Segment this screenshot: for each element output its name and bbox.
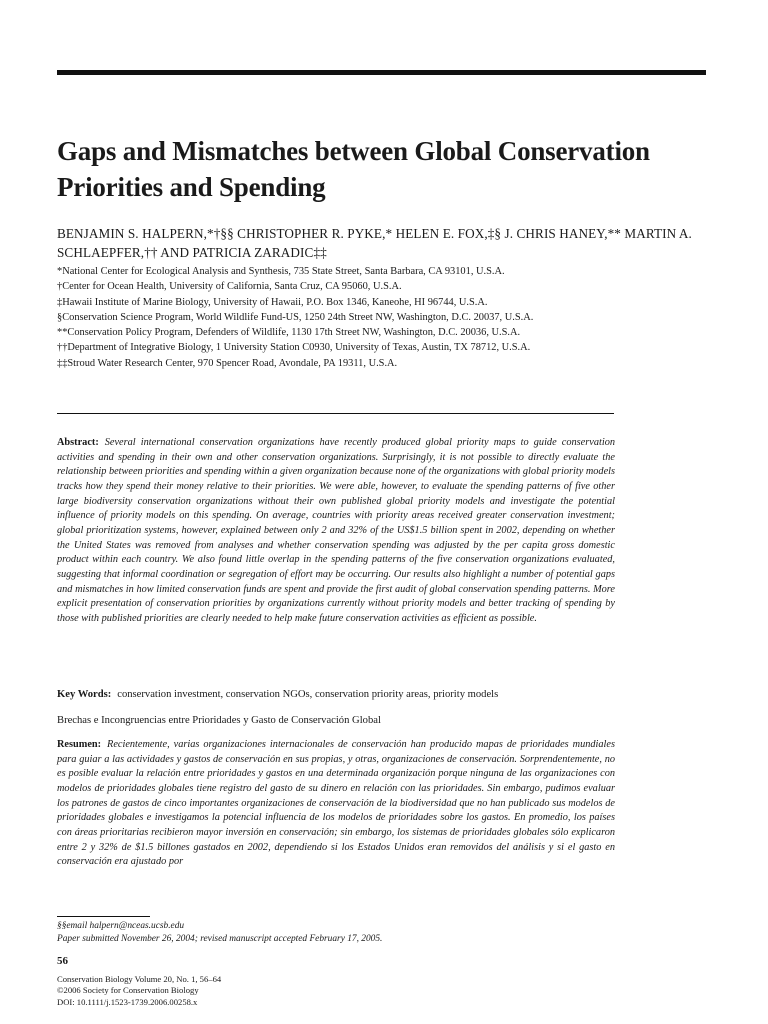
page-number: 56 — [57, 955, 68, 967]
resumen-label: Resumen: — [57, 739, 102, 750]
footnotes — [57, 920, 657, 946]
abstract-text: Several international conservation organizations have recently produced global priority maps to guide conservation activities and spending in their own and other conservation organizations. Surprisingly, it is not possible to directly evaluate the relationship between priorities and spending within a given organization because none of the organizations with global priority models tracks how they spend their money relative to their priorities. We were able, however, to evaluate the spending patterns of five other large biodiversity conservation organizations without their own published global priority models and investigate the potential influence of priority models on this spending. On average, countries with priority areas received greater conservation investment; global prioritization systems, however, explained between only 2 and 32% of the US$1.5 billion spent in 2002, depending on whether the United States was removed from analyses and whether conservation spending was adjusted by the per capita gross domestic product within each country. We also found little overlap in the spending patterns of the five conservation organizations evaluated, suggesting that informal coordination or segregation of effort may be occurring. Our results also highlight a number of potential gaps and mismatches in how limited conservation funds are spent and provide the first audit of global conservation spending patterns. More explicit presentation of conservation priorities by organizations currently without priority models and better tracking of spending by those with published priorities are clearly needed to help make future conservation activities as efficient as possible. — [57, 437, 616, 624]
abstract — [57, 436, 615, 627]
copyright: ©2006 Society for Conservation Biology — [57, 985, 199, 996]
paper-title: Gaps and Mismatches between Global Conservation Priorities and Spending — [57, 136, 650, 202]
affiliation: †Center for Ocean Health, University of California, Santa Cruz, CA 95060, U.S.A. — [57, 281, 402, 293]
resumen-text: Recientemente, varias organizaciones internacionales de conservación han producido mapas de prioridades mundiales para guiar a las actividades y gastos de conservación en sus propias, y otras, organizaciones de conservación. Sorprendentemente, no es posible evaluar la relación entre prioridades y gastos en una determinada organización porque ninguna de las organizaciones con modelos de prioridades globales tiene registro del gasto de su dinero en relación con las prioridades. Sin embargo, pudimos evaluar los patrones de gastos de cinco importantes organizaciones de conservación de la biodiversidad que no han publicado sus modelos de prioridades globales e investigamos la potencial influencia de los modelos de prioridades sobre los gastos. En promedio, los países con áreas prioritarias recibieron mayor inversión en conservación; sin embargo, los sistemas de prioridades globales sólo explicaron entre 2 y 32% de $1.5 billones gastados en 2002, dependiendo si los Estados Unidos eran removidos del análisis y si el gasto en conservación era ajustado por — [57, 739, 615, 868]
keywords-label: Key Words: — [57, 689, 112, 700]
author-list: BENJAMIN S. HALPERN,*†§§ CHRISTOPHER R. PYKE,* HELEN E. FOX,‡§ J. CHRIS HANEY,** MARTIN A. SCHLAEPFER,†† AND PATRICIA ZARADIC‡‡ — [57, 226, 692, 260]
abstract-label: Abstract: — [57, 437, 99, 448]
email-footnote: §§email halpern@nceas.ucsb.edu — [57, 921, 185, 931]
top-rule — [57, 70, 706, 75]
keywords — [57, 688, 657, 702]
affiliation: ‡Hawaii Institute of Marine Biology, University of Hawaii, P.O. Box 1346, Kaneohe, HI 96744, U.S.A. — [57, 296, 488, 308]
affiliation: §Conservation Science Program, World Wildlife Fund-US, 1250 24th Street NW, Washington, D.C. 20037, U.S.A. — [57, 311, 534, 323]
affiliation: **Conservation Policy Program, Defenders of Wildlife, 1130 17th Street NW, Washington, D.C. 20036, U.S.A. — [57, 327, 521, 339]
journal-info — [57, 974, 457, 1008]
doi: DOI: 10.1111/j.1523-1739.2006.00258.x — [57, 996, 198, 1007]
submission-footnote: Paper submitted November 26, 2004; revised manuscript accepted February 17, 2005. — [57, 934, 383, 944]
resumen — [57, 738, 615, 870]
affiliation: ‡‡Stroud Water Research Center, 970 Spencer Road, Avondale, PA 19311, U.S.A. — [57, 357, 398, 369]
footnote-rule — [57, 916, 150, 917]
affiliation: ††Department of Integrative Biology, 1 University Station C0930, University of Texas, Austin, TX 78712, U.S.A. — [57, 342, 531, 354]
spanish-title: Brechas e Incongruencias entre Prioridades y Gasto de Conservación Global — [57, 715, 381, 726]
journal-citation: Conservation Biology Volume 20, No. 1, 56–64 — [57, 974, 222, 984]
keywords-text: conservation investment, conservation NGOs, conservation priority areas, priority models — [117, 689, 499, 700]
affiliations — [57, 264, 707, 371]
section-divider — [57, 413, 614, 414]
affiliation: *National Center for Ecological Analysis and Synthesis, 735 State Street, Santa Barbara, CA 93101, U.S.A. — [57, 266, 505, 277]
